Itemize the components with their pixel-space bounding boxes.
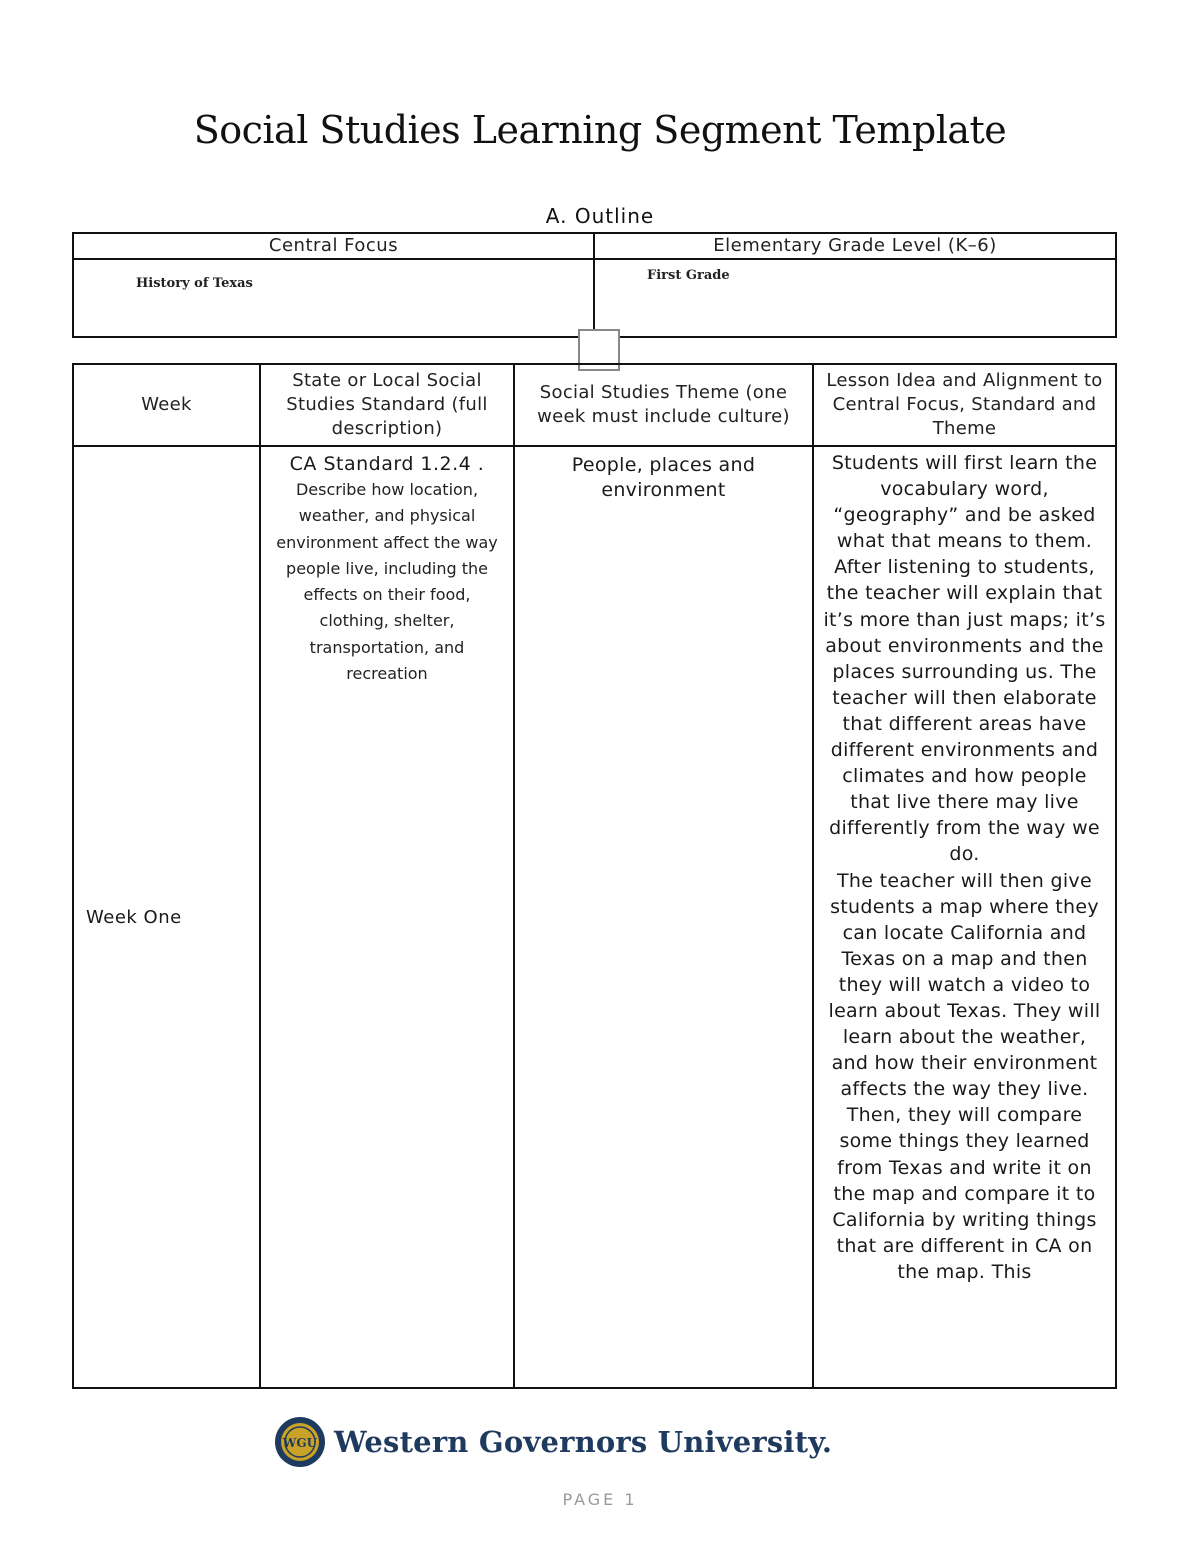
theme-header: Social Studies Theme (one week must include culture) <box>514 364 813 446</box>
logo-text: Western Governors University. <box>334 1425 833 1459</box>
seal-text: WGU <box>282 1436 318 1450</box>
week-header: Week <box>73 364 260 446</box>
theme-cell[interactable]: People, places and environment <box>514 446 813 1388</box>
university-seal-icon <box>274 1416 326 1468</box>
standard-header: State or Local Social Studies Standard (full description) <box>260 364 514 446</box>
standard-code: CA Standard 1.2.4 . <box>289 453 485 475</box>
grade-level-value: First Grade <box>647 268 730 283</box>
outline-table <box>72 232 1117 338</box>
grade-level-header: Elementary Grade Level (K–6) <box>594 233 1116 259</box>
central-focus-header: Central Focus <box>73 233 594 259</box>
wgu-logo <box>274 1414 832 1470</box>
grade-level-cell[interactable] <box>594 259 1116 337</box>
lesson-cell[interactable] <box>813 446 1116 1388</box>
central-focus-cell[interactable] <box>73 259 594 337</box>
central-focus-value: History of Texas <box>136 276 253 291</box>
standard-description: Describe how location, weather, and physical environment affect the way people live, including the effects on their food, clothing, shelter, transportation, and recreation <box>276 480 498 684</box>
page-number: PAGE 1 <box>562 1490 638 1509</box>
lesson-text: Students will first learn the vocabulary word, “geography” and be asked what that means to them. After listening to students, the teacher will explain that it’s more than just maps; it’s about environments and the places surrounding us. The teacher will then elaborate that different areas have different environments and climates and how people that live there may live differently from the way we do. The teacher will then give students a map where they can locate California and Texas on a map and then they will watch a video to learn about Texas. They will learn about the weather, and how their environment affects the way they live. Then, they will compare some things they learned from Texas and write it on the map and compare it to California by writing things that are different in CA on the map. This <box>823 452 1106 1283</box>
segment-table <box>72 363 1117 1389</box>
section-heading: A. Outline <box>545 204 655 228</box>
standard-cell[interactable] <box>260 446 514 1388</box>
table-row <box>73 446 1116 1388</box>
week-cell[interactable]: Week One <box>73 446 260 1388</box>
lesson-header: Lesson Idea and Alignment to Central Focus, Standard and Theme <box>813 364 1116 446</box>
document-title: Social Studies Learning Segment Template <box>193 108 1007 152</box>
